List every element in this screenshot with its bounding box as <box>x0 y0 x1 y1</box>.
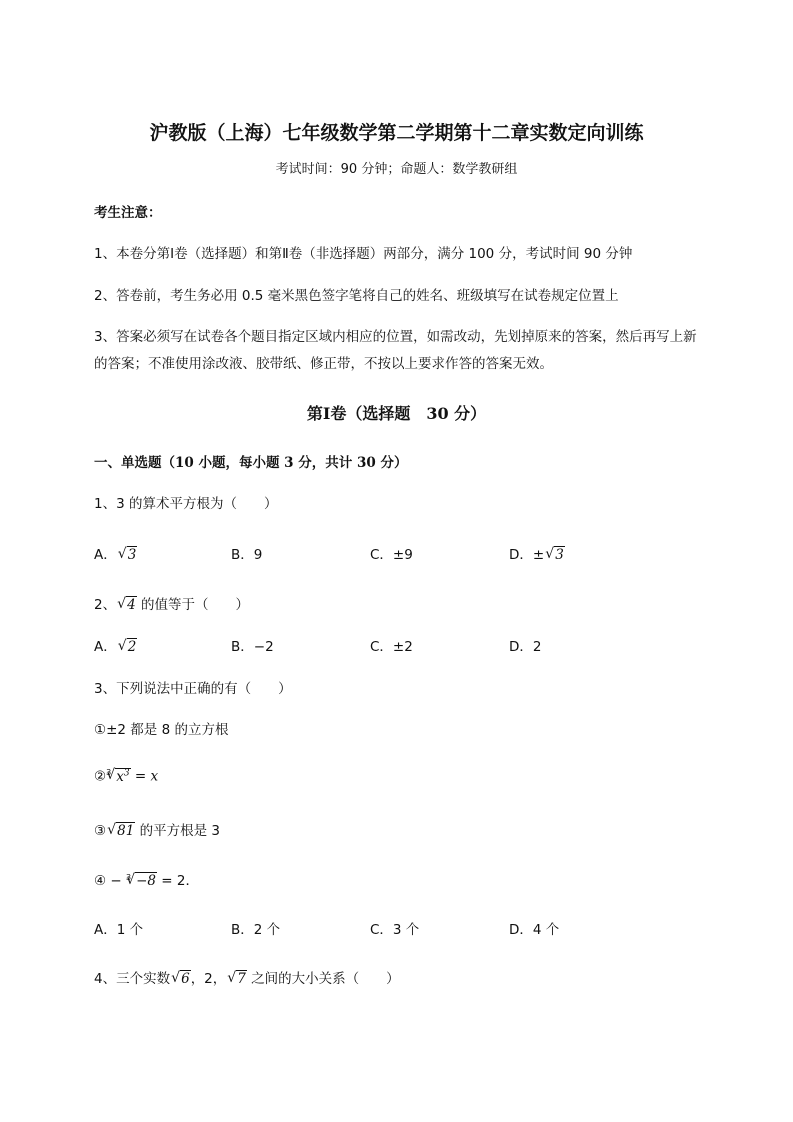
q3-statement-2: ②$^3$√ $x^3 = x$ <box>94 768 158 785</box>
sqrt-expression: √ 3 <box>545 547 565 563</box>
page-title: 沪教版（上海）七年级数学第二学期第十二章实数定向训练 <box>149 122 644 144</box>
q1-option-d <box>509 543 565 563</box>
q3-statement-3: ③√ 81 的平方根是 3 <box>94 819 220 839</box>
notice-heading: 考生注意： <box>94 205 162 221</box>
option-label: A． <box>94 547 117 563</box>
sqrt-expression: √ 3 <box>118 547 138 563</box>
notice-item-3-cont: 的答案；不准使用涂改液、胶带纸、修正带，不按以上要求作答的答案无效。 <box>94 356 553 372</box>
exam-info: 考试时间：90 分钟；命题人：数学教研组 <box>275 162 518 177</box>
q3-statement-1: ①±2 都是 8 的立方根 <box>94 722 229 738</box>
question-4-stem: 4、三个实数√ 6，2，√ 7 之间的大小关系（ ） <box>94 967 400 987</box>
sqrt-expression: √ 7 <box>227 971 247 987</box>
notice-item-2: 2、答卷前，考生务必用 0.5 毫米黑色签字笔将自己的姓名、班级填写在试卷规定位置上 <box>94 288 619 304</box>
q1-option-c: C．±9 <box>370 547 413 563</box>
section-title: 第Ⅰ卷（选择题 30 分） <box>306 404 487 423</box>
notice-item-3: 3、答案必须写在试卷各个题目指定区域内相应的位置，如需改动，先划掉原来的答案，然后再写上新 <box>94 329 697 345</box>
notice-item-1: 1、本卷分第Ⅰ卷（选择题）和第Ⅱ卷（非选择题）两部分，满分 100 分，考试时间 90 分钟 <box>94 246 633 262</box>
sqrt-expression: √ 2 <box>118 639 138 655</box>
cube-root-expression: √ $x^3$ <box>106 768 130 785</box>
option-label: D．± <box>509 547 545 563</box>
part-heading: 一、单选题（10 小题，每小题 3 分，共计 30 分） <box>94 455 408 471</box>
q1-option-a <box>94 543 137 563</box>
q1-option-b: B．9 <box>231 547 263 563</box>
sqrt-expression: √ 6 <box>171 971 191 987</box>
q3-option-b: B．2 个 <box>231 922 281 938</box>
q2-option-b: B．−2 <box>231 639 274 655</box>
q3-option-c: C．3 个 <box>370 922 420 938</box>
cube-root-expression: √ −8 <box>126 873 157 889</box>
question-1-stem: 1、3 的算术平方根为（ ） <box>94 496 278 512</box>
q3-statement-4: ④ − $^3$√ −8 = 2． <box>94 869 199 889</box>
question-3-stem: 3、下列说法中正确的有（ ） <box>94 681 292 697</box>
q3-option-d: D．4 个 <box>509 922 560 938</box>
q2-option-c: C．±2 <box>370 639 413 655</box>
sqrt-expression: √ 4 <box>117 597 137 613</box>
option-label: A． <box>94 639 117 655</box>
q2-option-a <box>94 635 137 655</box>
q2-option-d: D．2 <box>509 639 542 655</box>
q3-option-a: A．1 个 <box>94 922 144 938</box>
sqrt-expression: √ 81 <box>107 823 135 839</box>
question-2-stem: 2、√ 4 的值等于（ ） <box>94 593 249 613</box>
